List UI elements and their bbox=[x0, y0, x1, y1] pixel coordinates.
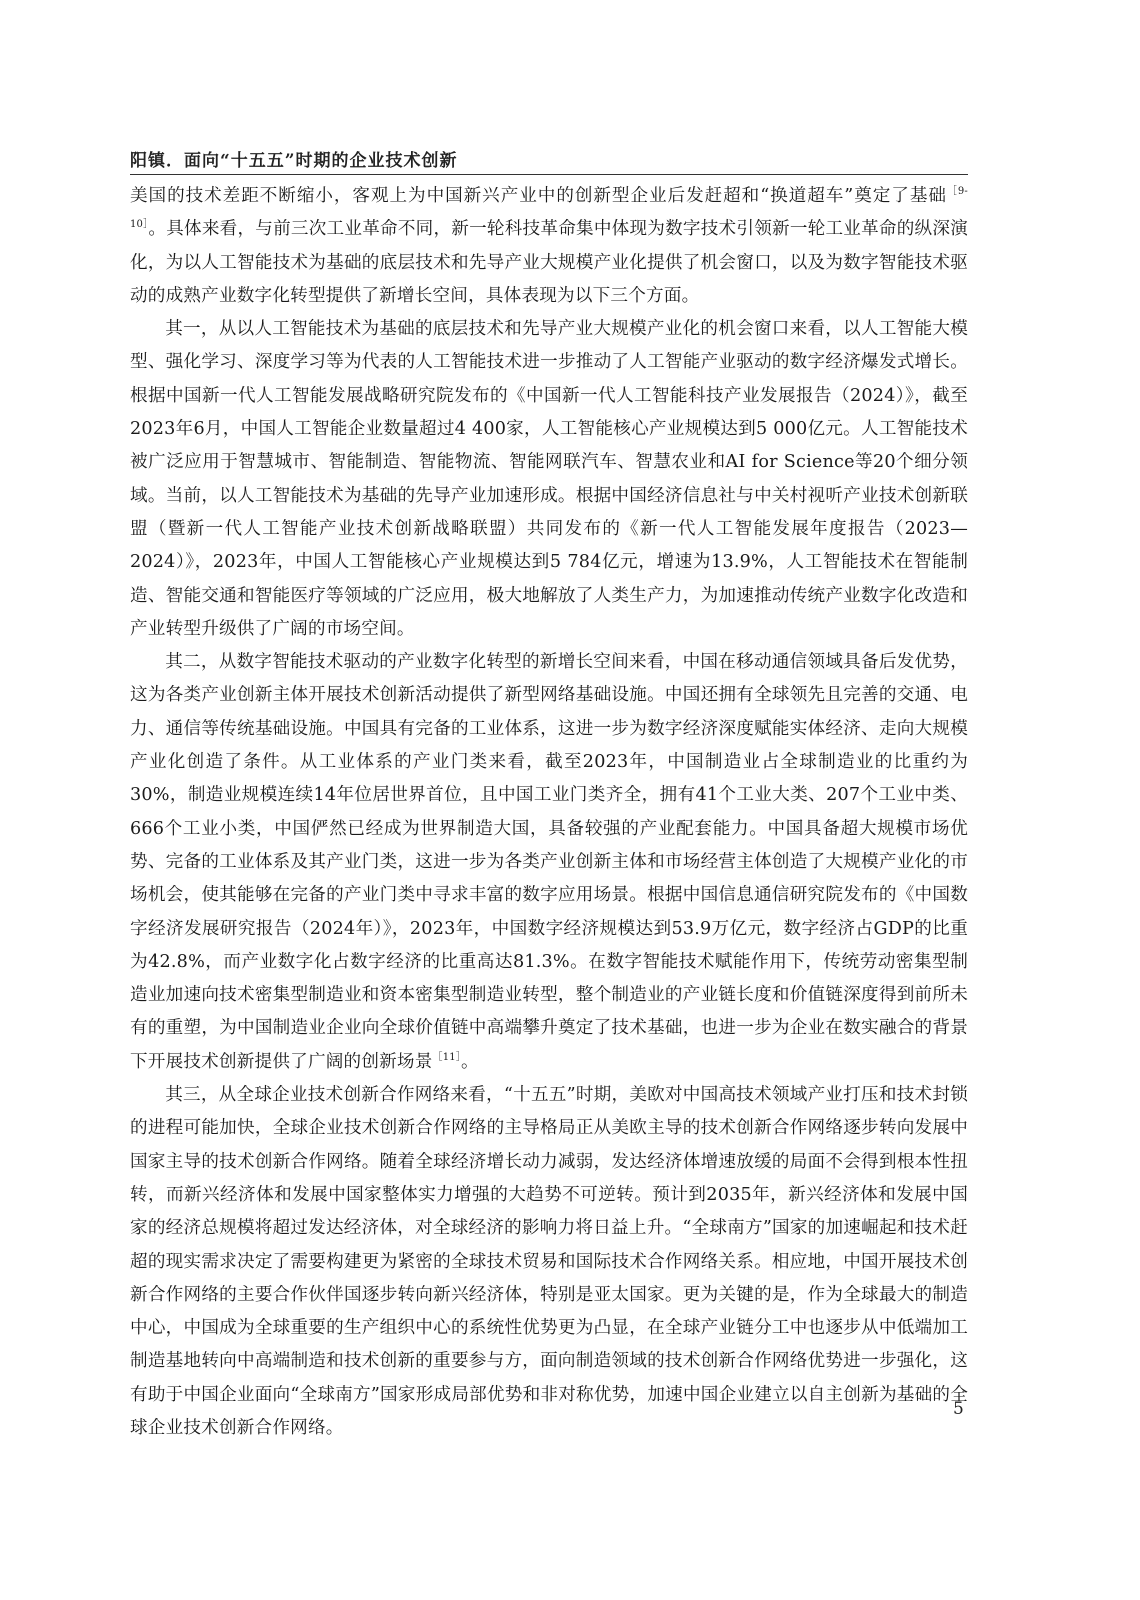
citation-9-10: ［9-10］ bbox=[130, 186, 969, 231]
page-number: 5 bbox=[953, 1399, 964, 1419]
paragraph-third: 其三，从全球企业技术创新合作网络来看，“十五五”时期，美欧对中国高技术领域产业打压和技术封锁的进程可能加快，全球企业技术创新合作网络的主导格局正从美欧主导的技术创新合作网络逐步转向发展中国家主导的技术创新合作网络。随着全球经济增长动力减弱，发达经济体增速放缓的局面不会得到根本性扭转，而新兴经济体和发展中国家整体实力增强的大趋势不可逆转。预计到2035年，新兴经济体和发展中国家的经济总规模将超过发达经济体，对全球经济的影响力将日益上升。“全球南方”国家的加速崛起和技术赶超的现实需求决定了需要构建更为紧密的全球技术贸易和国际技术合作网络关系。相应地，中国开展技术创新合作网络的主要合作伙伴国逐步转向新兴经济体，特别是亚太国家。更为关键的是，作为全球最大的制造中心，中国成为全球重要的生产组织中心的系统性优势更为凸显，在全球产业链分工中也逐步从中低端加工制造基地转向中高端制造和技术创新的重要参与方，面向制造领域的技术创新合作网络优势进一步强化，这有助于中国企业面向“全球南方”国家形成局部优势和非对称优势，加速中国企业建立以自主创新为基础的全球企业技术创新合作网络。 bbox=[130, 1085, 968, 1438]
header-rule bbox=[130, 174, 968, 175]
paragraph-intro bbox=[130, 180, 968, 313]
paragraph-second-text: 其二，从数字智能技术驱动的产业数字化转型的新增长空间来看，中国在移动通信领域具备后发优势，这为各类产业创新主体开展技术创新活动提供了新型网络基础设施。中国还拥有全球领先且完善的交通、电力、通信等传统基础设施。中国具有完备的工业体系，这进一步为数字经济深度赋能实体经济、走向大规模产业化创造了条件。从工业体系的产业门类来看，截至2023年，中国制造业占全球制造业的比重约为30%，制造业规模连续14年位居世界首位，且中国工业门类齐全，拥有41个工业大类、207个工业中类、666个工业小类，中国俨然已经成为世界制造大国，具备较强的产业配套能力。中国具备超大规模市场优势、完备的工业体系及其产业门类，这进一步为各类产业创新主体和市场经营主体创造了大规模产业化的市场机会，使其能够在完备的产业门类中寻求丰富的数字应用场景。根据中国信息通信研究院发布的《中国数字经济发展研究报告（2024年）》，2023年，中国数字经济规模达到53.9万亿元，数字经济占GDP的比重为42.8%，而产业数字化占数字经济的比重高达81.3%。在数字智能技术赋能作用下，传统劳动密集型制造业加速向技术密集型制造业和资本密集型制造业转型，整个制造业的产业链长度和价值链深度得到前所未有的重塑，为中国制造业企业向全球价值链中高端攀升奠定了技术基础，也进一步为企业在数实融合的背景下开展技术创新提供了广阔的创新场景 bbox=[130, 652, 968, 1072]
article-body bbox=[130, 180, 968, 1445]
citation-11: ［11］ bbox=[432, 1051, 462, 1063]
paragraph-second bbox=[130, 646, 968, 1079]
paragraph-intro-text-2: 。具体来看，与前三次工业革命不同，新一轮科技革命集中体现为数字技术引领新一轮工业革命的纵深演化，为以人工智能技术为基础的底层技术和先导产业大规模产业化提供了机会窗口，以及为数字智能技术驱动的成熟产业数字化转型提供了新增长空间，具体表现为以下三个方面。 bbox=[130, 219, 968, 306]
paragraph-second-end: 。 bbox=[461, 1051, 479, 1072]
paragraph-intro-text-1: 美国的技术差距不断缩小，客观上为中国新兴产业中的创新型企业后发赶超和“换道超车”奠定了基础 bbox=[130, 186, 947, 206]
running-head: 阳镇．面向“十五五”时期的企业技术创新 bbox=[130, 151, 458, 171]
paragraph-first: 其一，从以人工智能技术为基础的底层技术和先导产业大规模产业化的机会窗口来看，以人工智能大模型、强化学习、深度学习等为代表的人工智能技术进一步推动了人工智能产业驱动的数字经济爆发式增长。根据中国新一代人工智能发展战略研究院发布的《中国新一代人工智能科技产业发展报告（2024）》，截至2023年6月，中国人工智能企业数量超过4 400家，人工智能核心产业规模达到5 000亿元。人工智能技术被广泛应用于智慧城市、智能制造、智能物流、智能网联汽车、智慧农业和AI for Science等20个细分领域。当前，以人工智能技术为基础的先导产业加速形成。根据中国经济信息社与中关村视听产业技术创新联盟（暨新一代人工智能产业技术创新战略联盟）共同发布的《新一代人工智能发展年度报告（2023—2024）》，2023年，中国人工智能核心产业规模达到5 784亿元，增速为13.9%，人工智能技术在智能制造、智能交通和智能医疗等领域的广泛应用，极大地解放了人类生产力，为加速推动传统产业数字化改造和产业转型升级供了广阔的市场空间。 bbox=[130, 319, 968, 639]
